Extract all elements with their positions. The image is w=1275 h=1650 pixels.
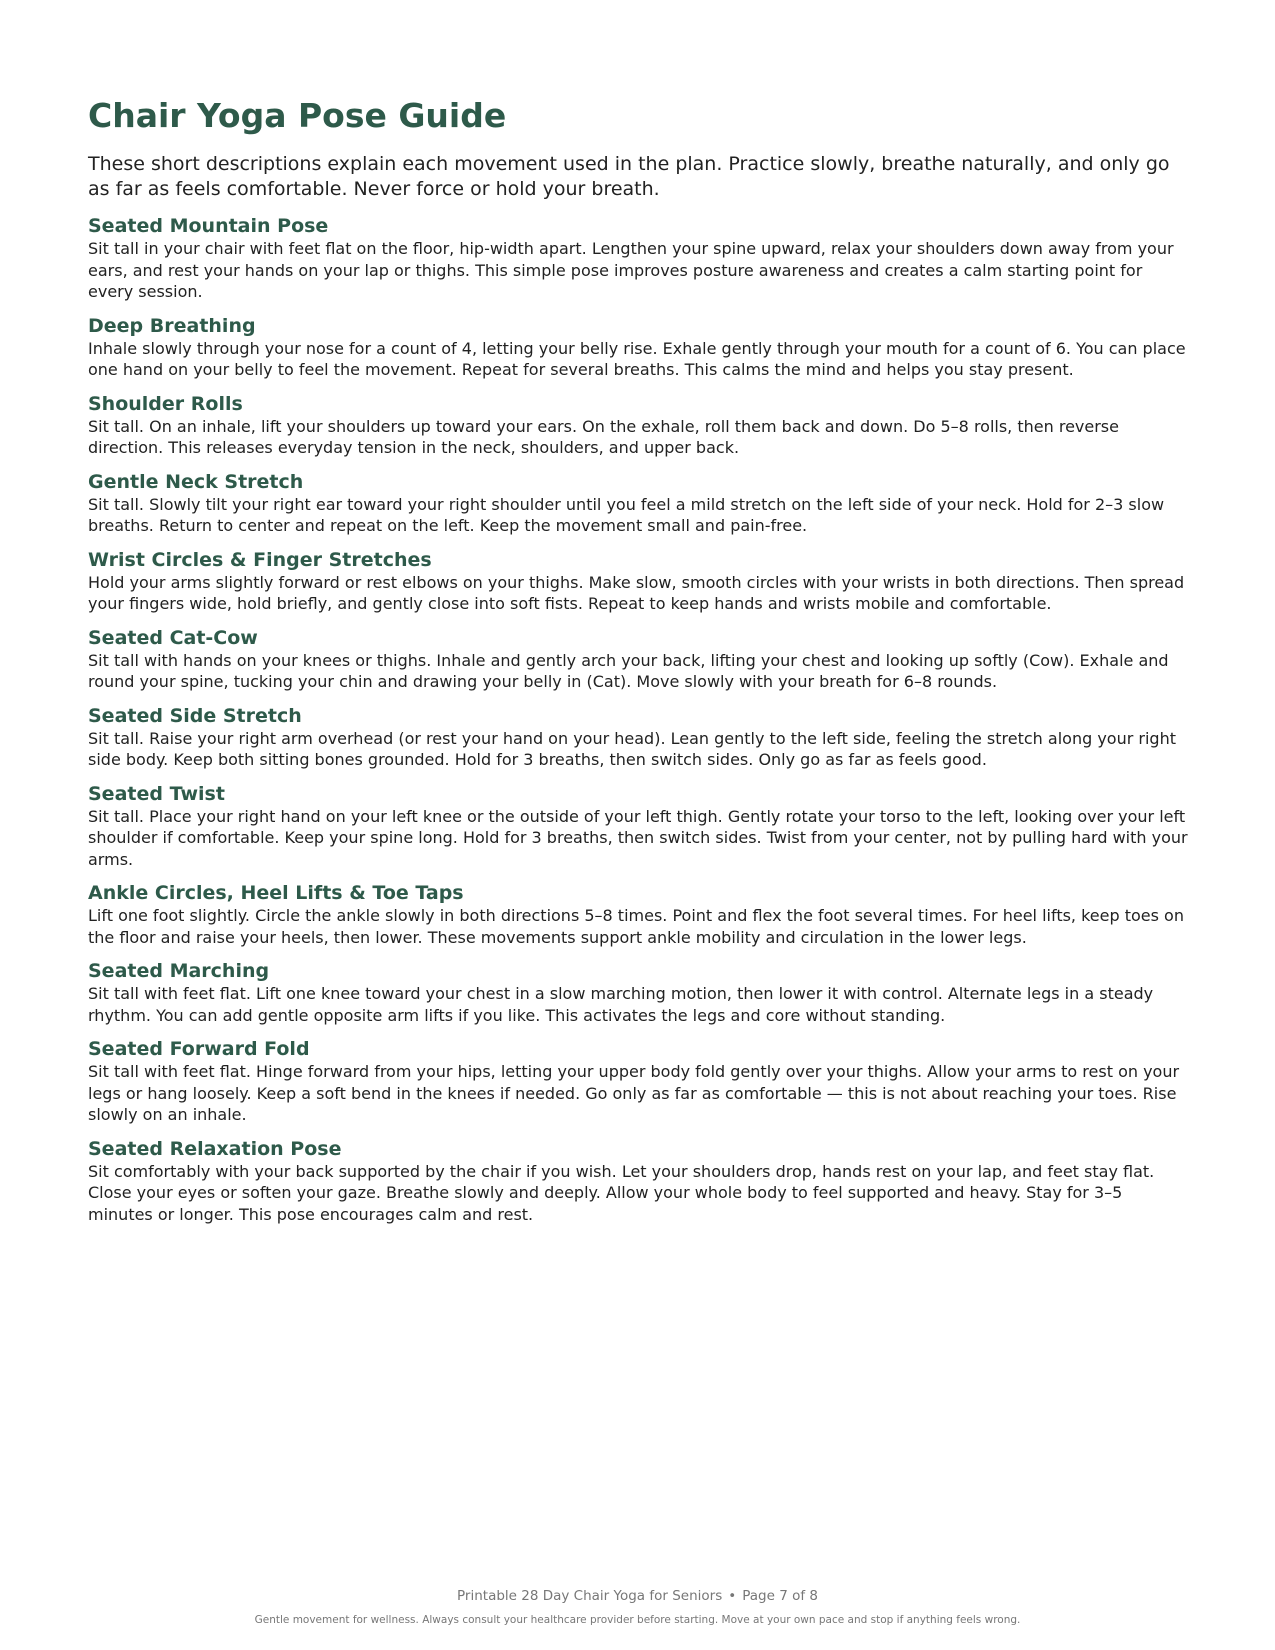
pose-description: Sit comfortably with your back supported by the chair if you wish. Let your shoulders drop, hands rest on your lap, and feet stay flat. Close your eyes or soften your gaze. Breathe slowly and deeply. Allow your whole body to feel supported and heavy. Stay for 3–5 minutes or longer. This pose encourages calm and rest. xyxy=(88,1161,1155,1224)
pose-description: Sit tall. On an inhale, lift your shoulders up toward your ears. On the exhale, roll them back and down. Do 5–8 rolls, then reverse direction. This releases everyday tension in the neck, shoulders, and upper back. xyxy=(88,416,1119,457)
pose-title: Gentle Neck Stretch xyxy=(88,470,304,493)
pose-title: Ankle Circles, Heel Lifts & Toe Taps xyxy=(88,882,464,904)
pose-section xyxy=(88,214,1192,303)
page-title: Chair Yoga Pose Guide xyxy=(88,96,507,135)
pose-title: Deep Breathing xyxy=(88,314,256,337)
pose-section xyxy=(88,392,1192,459)
footer-disclaimer: Gentle movement for wellness. Always consult your healthcare provider before starting. Move at your own pace and stop if anything feels wrong. xyxy=(254,1614,1021,1626)
pose-section xyxy=(88,959,1192,1026)
footer-separator: • xyxy=(728,1588,737,1604)
pose-list xyxy=(88,214,1192,1225)
pose-section xyxy=(88,626,1192,693)
pose-section xyxy=(88,1037,1192,1126)
pose-description: Sit tall in your chair with feet flat on the floor, hip-width apart. Lengthen your spine upward, relax your shoulders down away from your ears, and rest your hands on your lap or thighs. This simple pose improves posture awareness and creates a calm starting point for every session. xyxy=(88,239,1174,301)
pose-title: Seated Twist xyxy=(88,782,225,805)
pose-title: Shoulder Rolls xyxy=(88,392,243,415)
pose-title: Seated Mountain Pose xyxy=(88,215,329,237)
pose-title: Seated Relaxation Pose xyxy=(88,1137,342,1160)
pose-description: Lift one foot slightly. Circle the ankle slowly in both directions 5–8 times. Point and flex the foot several times. For heel lifts, keep toes on the floor and raise your heels, then lower. These movements support ankle mobility and circulation in the lower legs. xyxy=(88,906,1184,947)
pose-section xyxy=(88,1137,1192,1226)
page-number: Page 7 of 8 xyxy=(742,1588,818,1604)
pose-section xyxy=(88,881,1192,948)
pose-section xyxy=(88,782,1192,871)
pose-title: Seated Marching xyxy=(88,960,270,982)
page-content xyxy=(88,96,1192,1236)
pose-description: Hold your arms slightly forward or rest elbows on your thighs. Make slow, smooth circles with your wrists in both directions. Then spread your fingers wide, hold briefly, and gently close into soft fists. Repeat to keep hands and wrists mobile and comfortable. xyxy=(88,572,1185,613)
pose-title: Seated Cat-Cow xyxy=(88,626,258,649)
pose-section xyxy=(88,704,1192,771)
pose-section xyxy=(88,548,1192,615)
pose-title: Wrist Circles & Finger Stretches xyxy=(88,548,432,571)
pose-section xyxy=(88,470,1192,537)
pose-title: Seated Side Stretch xyxy=(88,704,302,727)
pose-description: Sit tall with hands on your knees or thighs. Inhale and gently arch your back, lifting your chest and looking up softly (Cow). Exhale and round your spine, tucking your chin and drawing your belly in (Cat). Move slowly with your breath for 6–8 rounds. xyxy=(88,650,1169,691)
pose-description: Sit tall. Raise your right arm overhead (or rest your hand on your head). Lean gently to the left side, feeling the stretch along your right side body. Keep both sitting bones grounded. Hold for 3 breaths, then switch sides. Only go as far as feels good. xyxy=(88,728,1176,769)
pose-description: Inhale slowly through your nose for a count of 4, letting your belly rise. Exhale gently through your mouth for a count of 6. You can place one hand on your belly to feel the movement. Repeat for several breaths. This calms the mind and helps you stay present. xyxy=(88,338,1186,379)
pose-description: Sit tall. Place your right hand on your left knee or the outside of your left thigh. Gently rotate your torso to the left, looking over your left shoulder if comfortable. Keep your spine long. Hold for 3 breaths, then switch sides. Twist from your center, not by pulling hard with your arms. xyxy=(88,806,1188,869)
pose-description: Sit tall with feet flat. Lift one knee toward your chest in a slow marching motion, then lower it with control. Alternate legs in a steady rhythm. You can add gentle opposite arm lifts if you like. This activates the legs and core without standing. xyxy=(88,984,1154,1025)
intro-paragraph: These short descriptions explain each movement used in the plan. Practice slowly, breathe naturally, and only go as far as feels comfortable. Never force or hold your breath. xyxy=(88,153,1170,200)
pose-description: Sit tall with feet flat. Hinge forward from your hips, letting your upper body fold gently over your thighs. Allow your arms to rest on your legs or hang loosely. Keep a soft bend in the knees if needed. Go only as far as comfortable — this is not about reaching your toes. Rise slowly on an inhale. xyxy=(88,1062,1180,1124)
footer-doc-name: Printable 28 Day Chair Yoga for Seniors xyxy=(457,1588,723,1604)
pose-description: Sit tall. Slowly tilt your right ear toward your right shoulder until you feel a mild stretch on the left side of your neck. Hold for 2–3 slow breaths. Return to center and repeat on the left. Keep the movement small and pain-free. xyxy=(88,494,1165,535)
pose-title: Seated Forward Fold xyxy=(88,1038,310,1060)
pose-section xyxy=(88,314,1192,381)
page-footer xyxy=(0,1588,1275,1604)
